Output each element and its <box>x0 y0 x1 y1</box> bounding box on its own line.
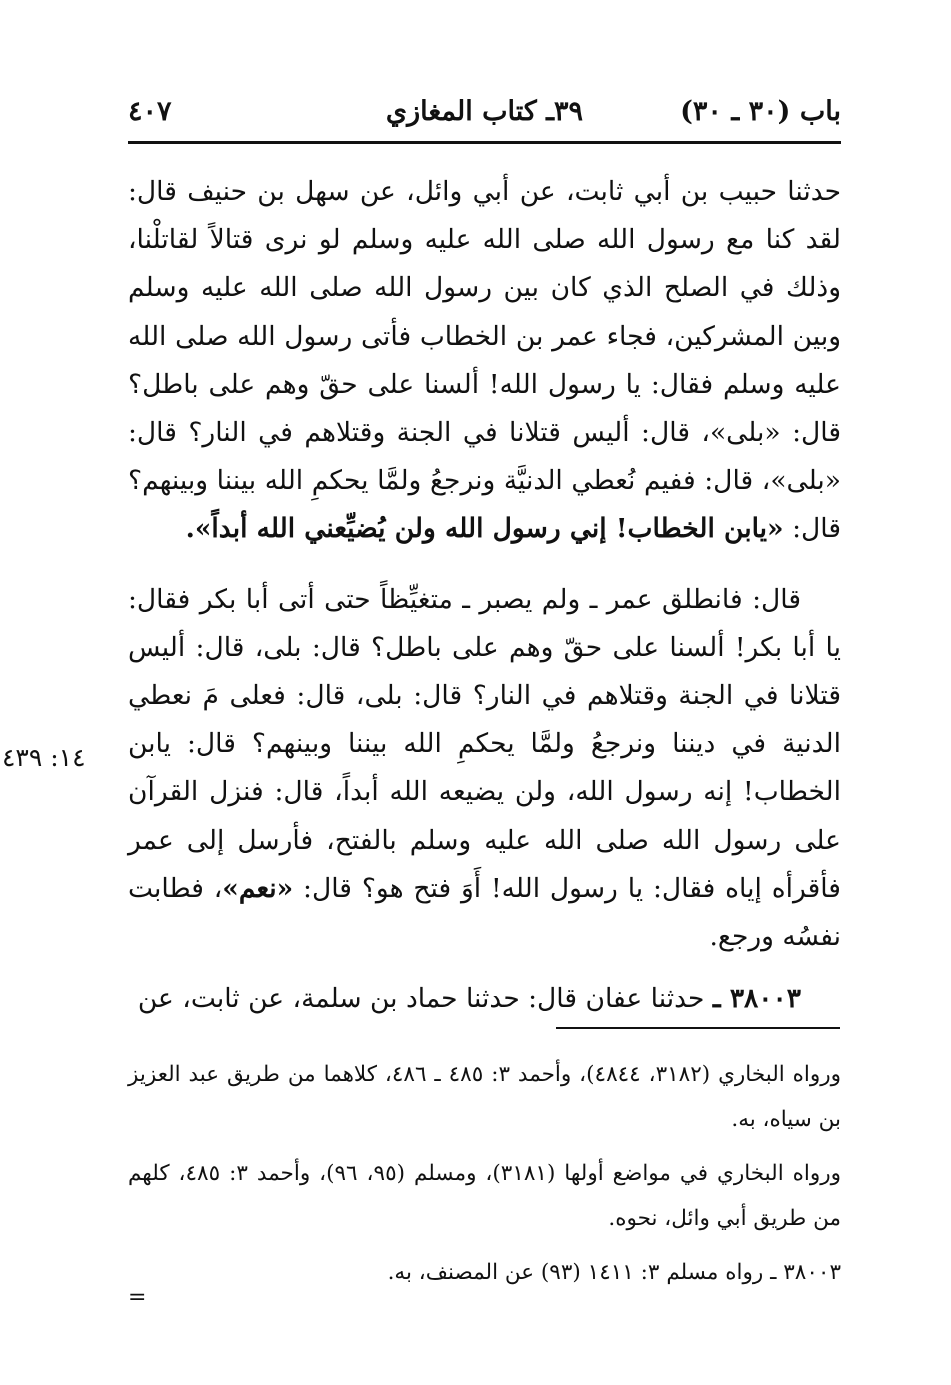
footnote-1: ورواه البخاري (٣١٨٢، ٤٨٤٤)، وأحمد ٣: ٤٨٥ ـ ٤٨٦، كلاهما من طريق عبد العزيز بن سياه، به. <box>128 1062 842 1132</box>
continuation-mark: = <box>128 1285 147 1310</box>
hadith-3803 <box>128 975 841 1023</box>
footnote-2: ورواه البخاري في مواضع أولها (٣١٨١)، ومسلم (٩٥، ٩٦)، وأحمد ٣: ٤٨٥، كلهم من طريق أبي وائل، نحوه. <box>128 1161 842 1231</box>
paragraph-1-text: حدثنا حبيب بن أبي ثابت، عن أبي وائل، عن سهل بن حنيف قال: لقد كنا مع رسول الله صلى الله عليه وسلم لو نرى قتالاً لقاتلْنا، وذلك في الصلح الذي كان بين رسول الله صلى الله عليه وسلم وبين المشركين، فجاء عمر بن الخطاب فأتى رسول الله صلى الله عليه وسلم فقال: يا رسول الله! ألسنا على حقّ وهم على باطل؟ قال: «بلى»، قال: أليس قتلانا في الجنة وقتلاهم في النار؟ قال: «بلى»، قال: ففيم نُعطي الدنيَّة ونرجعُ ولمَّا يحكمِ الله بيننا وبينهم؟ قال: <box>128 176 841 545</box>
paragraph-2-bold-word: «نعم» <box>222 872 294 904</box>
paragraph-2 <box>128 576 841 962</box>
paragraph-1 <box>128 168 841 554</box>
page-number: ٤٠٧ <box>128 96 172 127</box>
paragraph-1-bold-quote: «يابن الخطاب! إني رسول الله ولن يُضيِّعني الله أبداً». <box>185 513 784 545</box>
hadith-text: حدثنا عفان قال: حدثنا حماد بن سلمة، عن ثابت، عن <box>137 983 713 1015</box>
paragraph-2-text: قال: فانطلق عمر ـ ولم يصبر ـ متغيِّظاً حتى أتى أبا بكر فقال: يا أبا بكر! ألسنا على حقّ وهم على باطل؟ قال: بلى، قال: أليس قتلانا في الجنة وقتلاهم في النار؟ قال: بلى، قال: فعلى مَ نعطي الدنية في ديننا ونرجعُ ولمَّا يحكمِ الله بيننا وبينهم؟ قال: يابن الخطاب! إنه رسول الله، ولن يضيعه الله أبداً، قال: فنزل القرآن على رسول الله صلى الله عليه وسلم بالفتح، فأرسل إلى عمر فأقرأه إياه فقال: يا رسول الله! أَوَ فتح هو؟ قال: <box>128 583 841 904</box>
footnote-3: ٣٨٠٠٣ ـ رواه مسلم ٣: ١٤١١ (٩٣) عن المصنف، به. <box>387 1260 841 1285</box>
hadith-number: ٣٨٠٠٣ ـ <box>712 983 801 1015</box>
paragraph-2-ending: ، فطابت نفسُه ورجع. <box>128 872 841 953</box>
footnotes <box>128 1052 841 1295</box>
main-text <box>128 168 841 1023</box>
footnote-rule <box>556 1027 840 1029</box>
running-header <box>128 96 841 136</box>
margin-reference: ١٤: ٤٣٩ <box>2 743 86 772</box>
book-title: ٣٩ـ كتاب المغازي <box>385 96 584 127</box>
header-rule <box>128 141 841 144</box>
section-label: باب (٣٠ ـ ٣٠) <box>680 96 841 127</box>
